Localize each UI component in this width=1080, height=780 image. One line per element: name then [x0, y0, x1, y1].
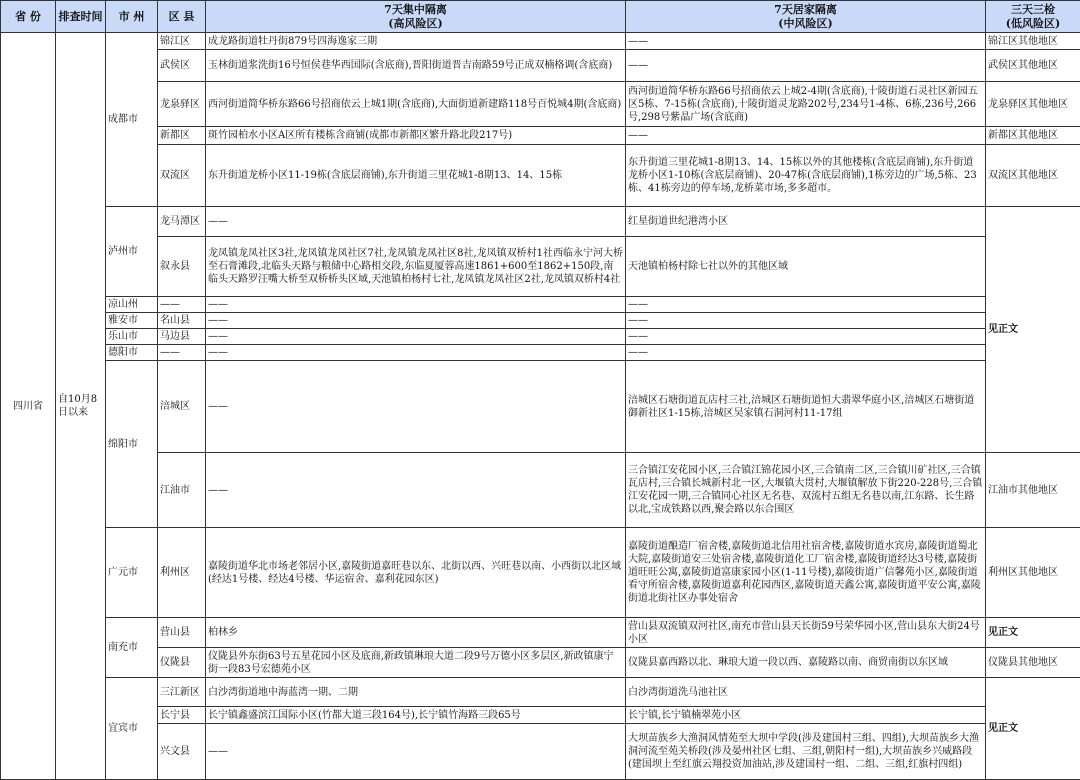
mid-risk-cell: 涪城区石塘街道瓦店村三社,涪城区石塘街道恒大翡翠华庭小区,涪城区石塘街道御新社区1-15栋,涪城区吴家镇石洞河村11-17组	[626, 361, 986, 453]
district-cell: ——	[158, 297, 206, 313]
district-cell: 龙马潭区	[158, 207, 206, 237]
high-risk-cell: 长宁镇鑫盛滨江国际小区(竹都大道三段164号),长宁镇竹海路三段65号	[206, 707, 626, 724]
mid-risk-cell: 嘉陵街道酿造厂宿舍楼,嘉陵街道北信用社宿舍楼,嘉陵街道水宾房,嘉陵街道蜀北大院,嘉陵街道安三处宿舍楼,嘉陵街道化工厂宿舍楼,嘉陵街道经达3号楼,嘉陵街道旺旺公寓,嘉陵街道富康家园小区(1-11号楼),嘉陵街道广信馨苑小区,嘉陵街道看守所宿舍楼,嘉陵街道嘉利花园西区,嘉陵街道天鑫公寓,嘉陵街道平安公寓,嘉陵街道北街社区办事处宿舍	[626, 528, 986, 618]
header-mid-risk: 7天居家隔离 (中风险区)	[626, 1, 986, 33]
high-risk-cell: ——	[206, 361, 626, 453]
high-risk-cell: 斑竹园柏水小区A区所有楼栋含商铺(成都市新都区繁升路北段217号)	[206, 127, 626, 145]
mid-risk-cell: ——	[626, 297, 986, 313]
header-high-risk: 7天集中隔离 (高风险区)	[206, 1, 626, 33]
high-risk-cell: 西河街道简华桥东路66号招商依云上城1期(含底商),大面街道新建路118号百悦城4期(含底商)	[206, 82, 626, 127]
low-risk-cell: 见正文	[986, 618, 1080, 648]
mid-risk-cell: 白沙湾街道洗马池社区	[626, 678, 986, 707]
high-risk-cell: ——	[206, 345, 626, 361]
table-row	[1, 207, 1080, 237]
mid-risk-cell: 大坝苗族乡大渔洞风情苑至大坝中学段(涉及建国村三组、四组),大坝苗族乡大渔洞河流至苑关桥段(涉及晏州社区七组、三组,朝阳村一组),大坝苗族乡兴威路段(建国坝上至红旗云翔投资加油站,涉及建国村一组、二组、三组,红旗村四组)	[626, 724, 986, 780]
district-cell: 龙泉驿区	[158, 82, 206, 127]
high-risk-cell: 东升街道龙桥小区11-19栋(含底层商铺),东升街道三里花城1-8期13、14、15栋	[206, 145, 626, 207]
table-row	[1, 237, 1080, 297]
high-risk-cell: 白沙湾街道地中海蓝湾一期、二期	[206, 678, 626, 707]
city-luzhou: 泸州市	[106, 207, 158, 297]
low-risk-cell: 锦江区其他地区	[986, 33, 1080, 50]
district-cell: 江油市	[158, 453, 206, 528]
mid-risk-cell: 红星街道世纪港湾小区	[626, 207, 986, 237]
high-risk-cell: ——	[206, 724, 626, 780]
table-row	[1, 678, 1080, 707]
low-risk-see-text: 见正文	[986, 207, 1080, 453]
mid-risk-cell: ——	[626, 127, 986, 145]
district-cell: 双流区	[158, 145, 206, 207]
city-guangyuan: 广元市	[106, 528, 158, 618]
table-row	[1, 127, 1080, 145]
table-row	[1, 329, 1080, 345]
mid-risk-cell: 天池镇柏杨村除七社以外的其他区域	[626, 237, 986, 297]
date-cell: 自10月8日以来	[56, 33, 106, 780]
table-row	[1, 297, 1080, 313]
high-risk-cell: 玉林街道浆洗街16号恒侯巷华西国际(含底商),晋阳街道晋吉南路59号正成双楠格调(含底商)	[206, 50, 626, 82]
header-district: 区 县	[158, 1, 206, 33]
mid-risk-cell: ——	[626, 313, 986, 329]
table-row	[1, 648, 1080, 678]
header-city: 市 州	[106, 1, 158, 33]
city-chengdu: 成都市	[106, 33, 158, 207]
low-risk-see-text: 见正文	[986, 678, 1080, 780]
district-cell: 名山县	[158, 313, 206, 329]
table-row	[1, 453, 1080, 528]
table-row	[1, 618, 1080, 648]
district-cell: 长宁县	[158, 707, 206, 724]
low-risk-cell: 利州区其他地区	[986, 528, 1080, 618]
table-row	[1, 345, 1080, 361]
city-deyang: 德阳市	[106, 345, 158, 361]
district-cell: 兴文县	[158, 724, 206, 780]
district-cell: 利州区	[158, 528, 206, 618]
city-liangshan: 凉山州	[106, 297, 158, 313]
table-row	[1, 724, 1080, 780]
mid-risk-cell: ——	[626, 50, 986, 82]
table-row	[1, 313, 1080, 329]
table-row	[1, 528, 1080, 618]
district-cell: 三江新区	[158, 678, 206, 707]
high-risk-cell: 仪陇县外东街63号五星花园小区及底商,新政镇琳琅大道二段9号万德小区多层区,新政镇康宁街一段83号宏德苑小区	[206, 648, 626, 678]
mid-risk-cell: 西河街道简华桥东路66号招商依云上城2-4期(含底商),十陵街道石灵社区新园五区5栋、7-15栋(含底商),十陵街道灵龙路202号,234号1-4栋、6栋,236号,266号,298号紫晶广场(含底商)	[626, 82, 986, 127]
high-risk-cell: 成龙路街道牡丹街879号四海逸家三期	[206, 33, 626, 50]
low-risk-cell: 双流区其他地区	[986, 145, 1080, 207]
mid-risk-cell: 东升街道三里花城1-8期13、14、15栋以外的其他楼栋(含底层商铺),东升街道龙桥小区1-10栋(含底层商铺)、20-47栋(含底层商铺),1栋旁边的广场,5栋、23栋、41栋旁边的停车场,龙桥菜市场,多多超市。	[626, 145, 986, 207]
district-cell: 马边县	[158, 329, 206, 345]
district-cell: 新都区	[158, 127, 206, 145]
table-row	[1, 361, 1080, 453]
header-province: 省 份	[1, 1, 56, 33]
low-risk-cell: 新都区其他地区	[986, 127, 1080, 145]
low-risk-cell: 武侯区其他地区	[986, 50, 1080, 82]
header-low-risk: 三天三检 (低风险区)	[986, 1, 1080, 33]
district-cell: 武侯区	[158, 50, 206, 82]
mid-risk-cell: 营山县双流镇双河社区,南充市营山县天长街59号荣华园小区,营山县东大街24号小区	[626, 618, 986, 648]
header-row	[1, 1, 1080, 33]
mid-risk-cell: 仪陇县嘉西路以北、琳琅大道一段以西、嘉陵路以南、商贸南街以东区域	[626, 648, 986, 678]
province-cell: 四川省	[1, 33, 56, 780]
city-yaan: 雅安市	[106, 313, 158, 329]
high-risk-cell: ——	[206, 313, 626, 329]
high-risk-cell: ——	[206, 453, 626, 528]
city-leshan: 乐山市	[106, 329, 158, 345]
low-risk-cell: 江油市其他地区	[986, 453, 1080, 528]
district-cell: 叙永县	[158, 237, 206, 297]
low-risk-cell: 仪陇县其他地区	[986, 648, 1080, 678]
mid-risk-cell: 长宁镇,长宁镇楠翠苑小区	[626, 707, 986, 724]
district-cell: ——	[158, 345, 206, 361]
city-yibin: 宜宾市	[106, 678, 158, 780]
district-cell: 锦江区	[158, 33, 206, 50]
table-row	[1, 145, 1080, 207]
high-risk-cell: ——	[206, 207, 626, 237]
city-nanchong: 南充市	[106, 618, 158, 678]
mid-risk-cell: 三合镇江安花园小区,三合镇江锦花园小区,三合镇南二区,三合镇川矿社区,三合镇瓦店村,三合镇长城新村北一区,大堰镇大贯村,大堰镇解放下街220-228号,三合镇江安花园一期,三合镇同心社区无名巷、双流村五组无名巷以南,江东路、长生路以北,宝成铁路以西,聚会路以东合围区	[626, 453, 986, 528]
mid-risk-cell: ——	[626, 33, 986, 50]
high-risk-cell: 龙凤镇龙凤社区3社,龙凤镇龙凤社区7社,龙凤镇龙凤社区8社,龙凤镇双桥村1社西临永宁河大桥至石膏滩段,北临头天路与粮储中心路相交段,东临夏厦蓉高速1861+600至1862+150段,南临头天路罗汪嘴大桥至双桥桥头区域,天池镇柏杨村七社,龙凤镇龙凤社区2社,龙凤镇双桥村4社	[206, 237, 626, 297]
high-risk-cell: ——	[206, 297, 626, 313]
mid-risk-cell: ——	[626, 345, 986, 361]
city-mianyang: 绵阳市	[106, 361, 158, 528]
district-cell: 营山县	[158, 618, 206, 648]
table-row	[1, 50, 1080, 82]
district-cell: 仪陇县	[158, 648, 206, 678]
table-row	[1, 82, 1080, 127]
high-risk-cell: ——	[206, 329, 626, 345]
table-row	[1, 707, 1080, 724]
table-row	[1, 33, 1080, 50]
low-risk-cell: 龙泉驿区其他地区	[986, 82, 1080, 127]
high-risk-cell: 柏林乡	[206, 618, 626, 648]
high-risk-cell: 嘉陵街道华北市场老邻居小区,嘉陵街道嘉旺巷以东、北街以西、兴旺巷以南、小西街以北区域(经达1号楼、经达4号楼、华运宿舍、嘉利花园东区)	[206, 528, 626, 618]
mid-risk-cell: ——	[626, 329, 986, 345]
header-date: 排查时间	[56, 1, 106, 33]
district-cell: 涪城区	[158, 361, 206, 453]
